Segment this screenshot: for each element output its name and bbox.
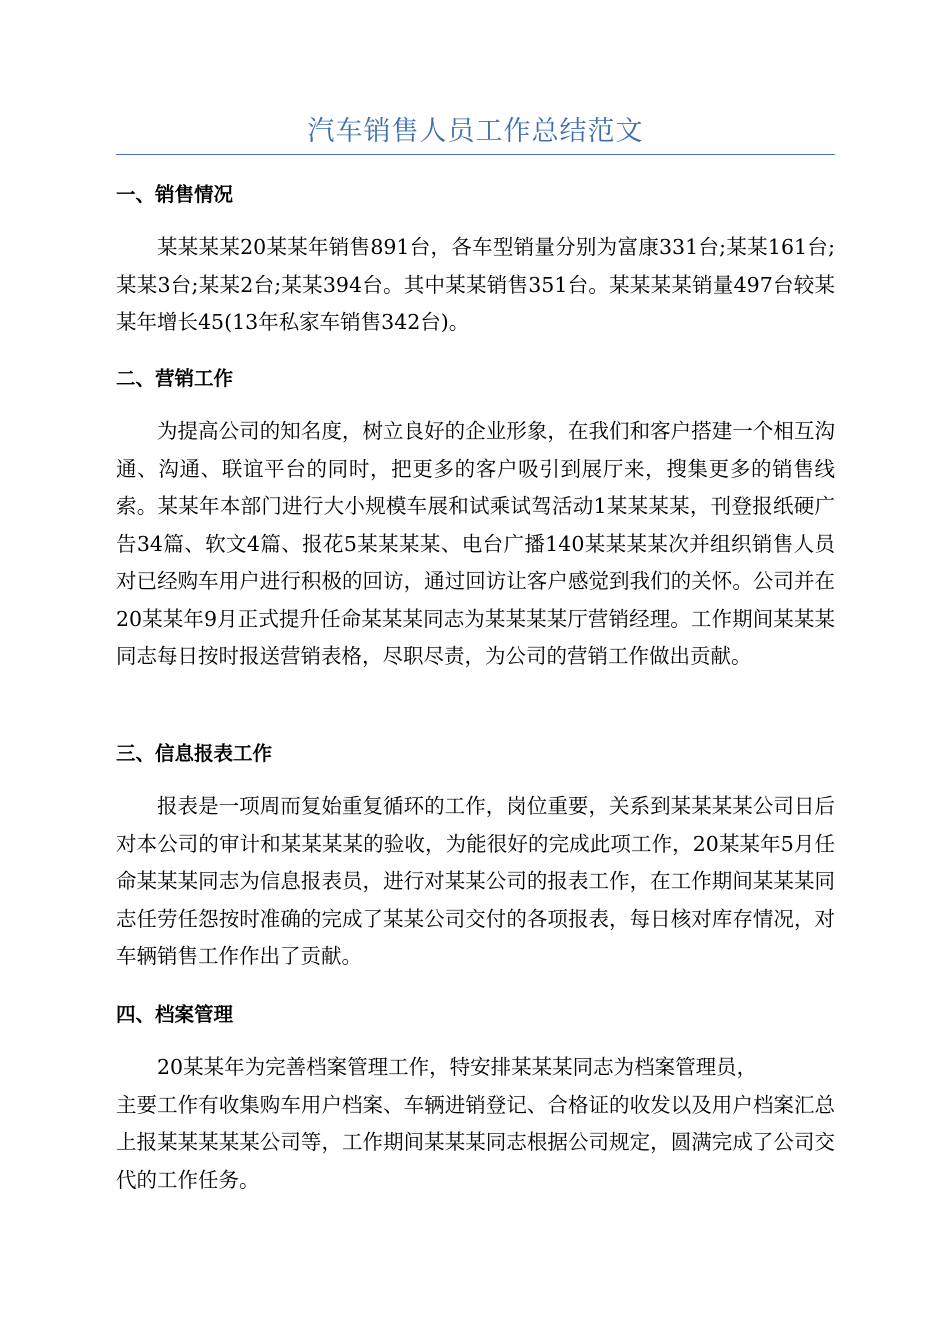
section-heading-archives: 四、档案管理	[116, 1003, 234, 1026]
title-underline	[116, 154, 835, 155]
section-heading-sales: 一、销售情况	[116, 183, 234, 206]
section-heading-reports: 三、信息报表工作	[116, 742, 273, 765]
section-heading-marketing: 二、营销工作	[116, 367, 234, 390]
section-paragraph-archives: 主要工作有收集购车用户档案、车辆进销登记、合格证的收发以及用户档案汇总上报某某某某某公司等，工作期间某某某同志根据公司规定，圆满完成了公司交代的工作任务。	[116, 1092, 835, 1192]
section-paragraph-marketing: 为提高公司的知名度，树立良好的企业形象，在我们和客户搭建一个相互沟通、沟通、联谊平台的同时，把更多的客户吸引到展厅来，搜集更多的销售线索。某某年本部门进行大小规模车展和试乘试驾活动1某某某某，刊登报纸硬广告34篇、软文4篇、报花5某某某某、电台广播140某某某某次并组织销售人员对已经购车用户进行积极的回访，通过回访让客户感觉到我们的关怀。公司并在20某某年9月正式提升任命某某某同志为某某某某厅营销经理。工作期间某某某同志每日按时报送营销表格，尽职尽责，为公司的营销工作做出贡献。	[116, 419, 835, 668]
section-paragraph-reports: 报表是一项周而复始重复循环的工作，岗位重要，关系到某某某某公司日后对本公司的审计和某某某某的验收，为能很好的完成此项工作，20某某年5月任命某某某同志为信息报表员，进行对某某公司的报表工作，在工作期间某某某同志任劳任怨按时准确的完成了某某公司交付的各项报表，每日核对库存情况，对车辆销售工作作出了贡献。	[116, 794, 835, 968]
section-paragraph-sales: 某某某某20某某年销售891台，各车型销量分别为富康331台;某某161台;某某3台;某某2台;某某394台。其中某某销售351台。某某某某销量497台较某某年增长45(13年私家车销售342台)。	[116, 235, 835, 334]
document-title: 汽车销售人员工作总结范文	[307, 116, 644, 147]
section-paragraph-archives-first-line: 20某某年为完善档案管理工作，特安排某某某同志为档案管理员，	[157, 1055, 758, 1079]
